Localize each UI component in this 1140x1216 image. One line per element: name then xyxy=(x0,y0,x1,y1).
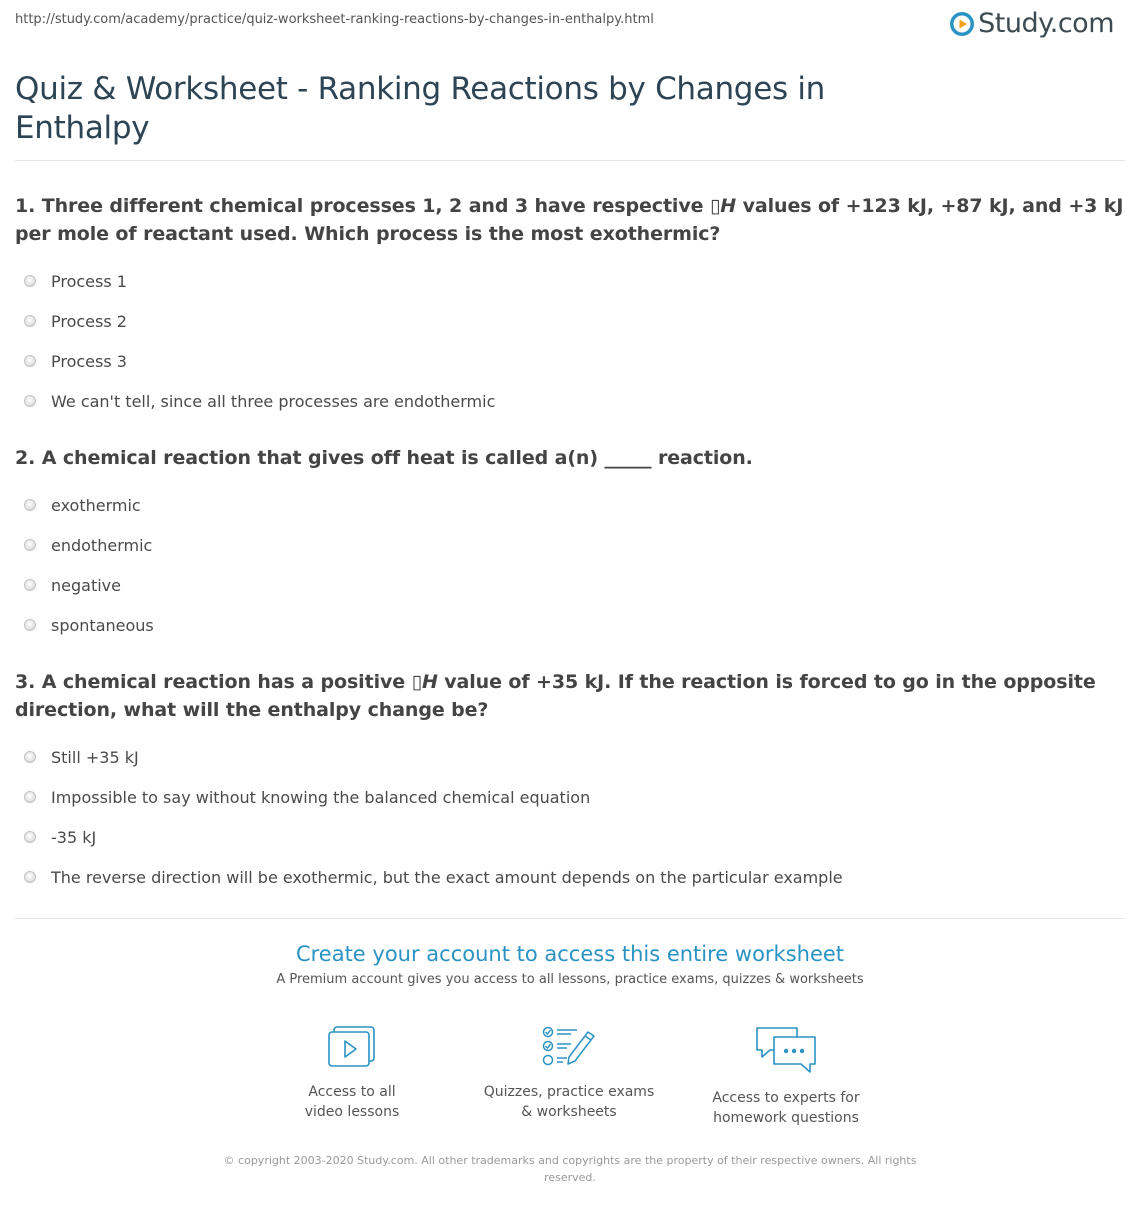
radio-button[interactable] xyxy=(24,275,36,287)
play-circle-icon xyxy=(949,11,975,37)
feature-label: Access to experts for homework questions xyxy=(712,1090,860,1126)
question-1 xyxy=(15,192,1127,421)
chat-bubbles-icon xyxy=(754,1024,818,1076)
radio-button[interactable] xyxy=(24,539,36,551)
answer-option[interactable]: Impossible to say without knowing the balanced chemical equation xyxy=(15,777,1127,817)
answer-option[interactable]: spontaneous xyxy=(15,605,1127,645)
radio-button[interactable] xyxy=(24,619,36,631)
question-text: 2. A chemical reaction that gives off heat is called a(n) _____ reaction. xyxy=(15,447,753,469)
answer-option[interactable]: negative xyxy=(15,565,1127,605)
radio-button[interactable] xyxy=(24,499,36,511)
delta-symbol: ▯ xyxy=(709,195,721,217)
radio-button[interactable] xyxy=(24,315,36,327)
radio-button[interactable] xyxy=(24,871,36,883)
radio-button[interactable] xyxy=(24,751,36,763)
answer-option[interactable]: -35 kJ xyxy=(15,817,1127,857)
divider xyxy=(15,918,1125,919)
radio-button[interactable] xyxy=(24,831,36,843)
feature-video-lessons xyxy=(252,1024,452,1122)
question-text: 1. Three different chemical processes 1, 2 and 3 have respective ▯H values of +123 kJ, +87 kJ, and +3 kJ per mole of reactant used. Which process is the most exothermic? xyxy=(15,195,1124,245)
feature-experts xyxy=(686,1024,886,1128)
page-url: http://study.com/academy/practice/quiz-worksheet-ranking-reactions-by-changes-in-enthalpy.html xyxy=(15,12,654,27)
answer-option[interactable]: endothermic xyxy=(15,525,1127,565)
radio-button[interactable] xyxy=(24,395,36,407)
delta-symbol: ▯ xyxy=(411,671,422,693)
radio-button[interactable] xyxy=(24,355,36,367)
answer-option[interactable]: Process 2 xyxy=(15,301,1127,341)
feature-label: Quizzes, practice exams & worksheets xyxy=(483,1084,655,1120)
copyright-notice: © copyright 2003-2020 Study.com. All other trademarks and copyrights are the property of their respective owners. All rights reserved. xyxy=(223,1154,917,1184)
divider xyxy=(15,160,1125,161)
question-text: 3. A chemical reaction has a positive ▯H value of +35 kJ. If the reaction is forced to go in the opposite direction, what will the enthalpy change be? xyxy=(15,671,1096,721)
quiz-checklist-icon xyxy=(541,1024,597,1070)
enthalpy-symbol: H xyxy=(421,671,438,693)
question-3 xyxy=(15,668,1127,897)
feature-label: Access to all video lessons xyxy=(304,1084,400,1120)
study-logo[interactable] xyxy=(949,8,1114,39)
answer-option[interactable]: exothermic xyxy=(15,485,1127,525)
answer-option[interactable]: Process 1 xyxy=(15,261,1127,301)
create-account-link[interactable]: Create your account to access this entire worksheet xyxy=(295,942,845,966)
cta-subtitle: A Premium account gives you access to all lessons, practice exams, quizzes & worksheets xyxy=(276,972,864,987)
video-lessons-icon xyxy=(326,1024,378,1070)
answer-option[interactable]: Still +35 kJ xyxy=(15,737,1127,777)
answer-option[interactable]: The reverse direction will be exothermic, but the exact amount depends on the particular example xyxy=(15,857,1127,897)
enthalpy-symbol: H xyxy=(720,195,737,217)
answer-option[interactable]: Process 3 xyxy=(15,341,1127,381)
feature-quizzes xyxy=(469,1024,669,1122)
page-title: Quiz & Worksheet - Ranking Reactions by Changes in Enthalpy xyxy=(15,71,826,146)
answer-option[interactable]: We can't tell, since all three processes are endothermic xyxy=(15,381,1127,421)
radio-button[interactable] xyxy=(24,791,36,803)
radio-button[interactable] xyxy=(24,579,36,591)
logo-text: Study.com xyxy=(978,8,1114,39)
question-2 xyxy=(15,444,1127,645)
